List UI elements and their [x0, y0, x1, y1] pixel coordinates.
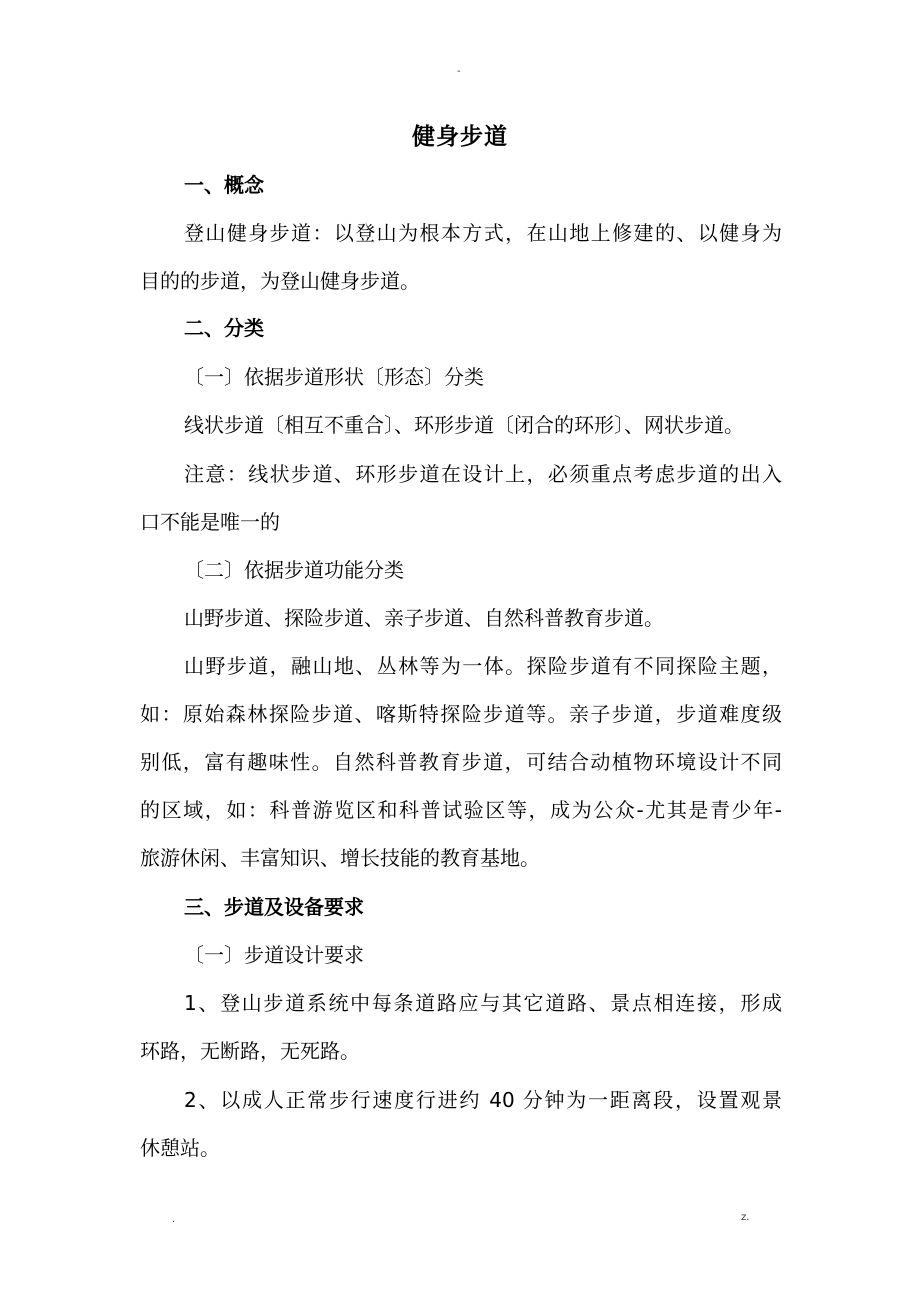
section-heading-concept: 一、概念 — [184, 173, 264, 197]
paragraph-line: 目的的步道，为登山健身步道。 — [140, 269, 420, 293]
section-heading-requirements: 三、步道及设备要求 — [184, 895, 364, 919]
paragraph-line: 1、登山步道系统中每条道路应与其它道路、景点相连接，形成 — [184, 991, 782, 1015]
paragraph-line: 旅游休闲、丰富知识、增长技能的教育基地。 — [140, 846, 540, 870]
paragraph-line: 山野步道，融山地、丛林等为一体。探险步道有不同探险主题， — [184, 654, 782, 678]
paragraph-line: 环路，无断路，无死路。 — [140, 1039, 360, 1063]
paragraph-line: 休憩站。 — [140, 1136, 220, 1160]
subsection-heading: 〔一〕依据步道形状〔形态〕分类 — [184, 365, 484, 389]
paragraph-line: 别低，富有趣味性。自然科普教育步道，可结合动植物环境设计不同 — [140, 750, 782, 774]
subsection-heading: 〔二〕依据步道功能分类 — [184, 558, 404, 582]
header-mark: - — [457, 66, 461, 77]
footer-right-mark: z. — [741, 1212, 750, 1223]
paragraph-line: 线状步道〔相互不重合〕、环形步道〔闭合的环形〕、网状步道。 — [184, 413, 744, 437]
subsection-heading: 〔一〕步道设计要求 — [184, 943, 364, 967]
document-title: 健身步道 — [412, 124, 508, 150]
paragraph-line: 如：原始森林探险步道、喀斯特探险步道等。亲子步道，步道难度级 — [140, 702, 782, 726]
paragraph-line: 登山健身步道：以登山为根本方式，在山地上修建的、以健身为 — [184, 221, 782, 245]
paragraph-line: 注意：线状步道、环形步道在设计上，必须重点考虑步道的出入 — [184, 462, 782, 486]
paragraph-line: 口不能是唯一的 — [140, 510, 280, 534]
paragraph-line: 山野步道、探险步道、亲子步道、自然科普教育步道。 — [184, 606, 664, 630]
section-heading-classification: 二、分类 — [184, 316, 264, 340]
paragraph-line: 2、以成人正常步行速度行进约 40 分钟为一距离段，设置观景 — [184, 1088, 782, 1112]
footer-left-mark: . — [172, 1214, 176, 1225]
paragraph-line: 的区域，如：科普游览区和科普试验区等，成为公众-尤其是青少年- — [140, 798, 782, 822]
